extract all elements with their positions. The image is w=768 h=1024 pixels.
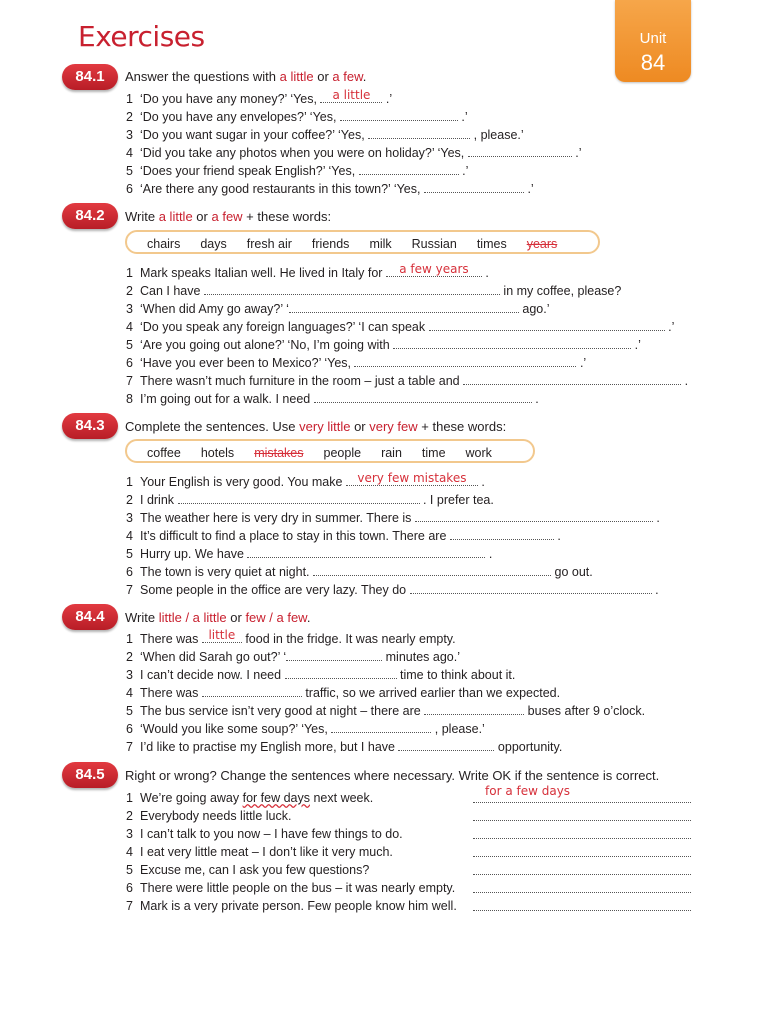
exercise-item [126, 108, 582, 126]
exercise-badge-84-1: 84.1 [62, 64, 118, 90]
handwritten-answer: for a few days [485, 784, 571, 798]
exercise-item [126, 336, 688, 354]
word-option: time [421, 446, 446, 460]
item-text: .’ [571, 146, 582, 160]
item-text: . [553, 529, 561, 543]
word-option: friends [311, 237, 350, 251]
unit-number: 84 [640, 50, 666, 75]
item-text: It’s difficult to find a place to stay in this town. There are [140, 529, 450, 543]
answer-blank[interactable] [354, 354, 576, 367]
instruction-keyword: a little [158, 209, 193, 224]
item-number: 7 [126, 899, 133, 913]
item-text: .’ [523, 182, 534, 196]
instruction-keyword: very little [299, 419, 351, 434]
item-text: ‘Do you want sugar in your coffee?’ ‘Yes, [140, 128, 369, 142]
item-number: 1 [126, 632, 133, 646]
item-number: 5 [126, 338, 133, 352]
item-text: opportunity. [494, 740, 563, 754]
instruction-text: Complete the sentences. Use [125, 419, 300, 434]
item-number: 2 [126, 110, 133, 124]
item-text: ‘Does your friend speak English?’ ‘Yes, [140, 164, 359, 178]
word-box [125, 230, 600, 254]
handwritten-answer: a few years [399, 262, 469, 276]
exercise-badge-84-4: 84.4 [62, 604, 118, 630]
instruction-keyword: a few [211, 209, 243, 224]
item-number: 5 [126, 704, 133, 718]
word-option: days [200, 237, 227, 251]
item-text: There wasn’t much furniture in the room – just a table and [140, 374, 464, 388]
exercise-instruction [125, 419, 506, 434]
item-text: . [481, 266, 489, 280]
exercise-item [126, 861, 457, 879]
item-text: ‘Are there any good restaurants in this town?’ ‘Yes, [140, 182, 424, 196]
item-text: There was [140, 632, 202, 646]
item-text: .’ [631, 338, 641, 352]
item-text: in my coffee, please? [499, 284, 622, 298]
item-number: 6 [126, 565, 133, 579]
instruction-text: Answer the questions with [125, 69, 280, 84]
word-option: Russian [411, 237, 457, 251]
item-number: 3 [126, 128, 133, 142]
item-number: 8 [126, 392, 133, 406]
answer-blank[interactable] [368, 126, 470, 139]
exercise-instruction: Right or wrong? Change the sentences where necessary. Write OK if the sentence is correct. [125, 768, 660, 783]
unit-label: Unit [639, 30, 667, 47]
handwritten-answer: very few mistakes [357, 471, 467, 485]
answer-line[interactable] [473, 824, 691, 839]
exercise-item [126, 372, 688, 390]
item-text: . [652, 511, 660, 525]
item-number: 3 [126, 302, 133, 316]
exercise-item [126, 807, 457, 825]
instruction-text: Write [125, 610, 159, 625]
exercise-item [126, 825, 457, 843]
item-text: ago.’ [518, 302, 550, 316]
exercise-items [126, 264, 688, 408]
item-text: ‘Would you like some soup?’ ‘Yes, [140, 722, 332, 736]
exercise-badge-84-2: 84.2 [62, 203, 118, 229]
item-number: 1 [126, 475, 133, 489]
item-number: 3 [126, 511, 133, 525]
instruction-keyword: a few [332, 69, 363, 84]
answer-blank[interactable] [346, 473, 478, 486]
exercise-item [126, 897, 457, 915]
answer-blank[interactable] [359, 162, 459, 175]
item-number: 1 [126, 266, 133, 280]
answer-blank[interactable] [340, 108, 458, 121]
item-number: 4 [126, 529, 133, 543]
exercise-item [126, 126, 582, 144]
item-text: I drink [140, 493, 178, 507]
instruction-keyword: a little [279, 69, 314, 84]
answer-blank[interactable] [331, 720, 431, 733]
instruction-text: + these words: [417, 419, 507, 434]
instruction-text: . [306, 610, 311, 625]
unit-tab [615, 0, 691, 82]
item-number: 6 [126, 881, 133, 895]
instruction-text: . [362, 69, 367, 84]
item-text: The weather here is very dry in summer. There is [140, 511, 415, 525]
word-option: times [476, 237, 507, 251]
word-option: work [465, 446, 492, 460]
answer-blank[interactable] [286, 648, 382, 661]
item-text: , please.’ [431, 722, 485, 736]
instruction-text: or [350, 419, 370, 434]
answer-blank[interactable] [320, 90, 382, 103]
answer-blank[interactable] [463, 372, 681, 385]
item-number: 4 [126, 320, 133, 334]
item-text: ‘Have you ever been to Mexico?’ ‘Yes, [140, 356, 355, 370]
item-number: 2 [126, 809, 133, 823]
item-text: . [531, 392, 539, 406]
answer-blank[interactable] [424, 702, 524, 715]
exercise-item [126, 300, 688, 318]
item-text: . [485, 547, 493, 561]
instruction-text: Write [125, 209, 159, 224]
exercise-item [126, 282, 688, 300]
instruction-keyword: few / a few [245, 610, 307, 625]
item-number: 3 [126, 668, 133, 682]
word-option: fresh air [246, 237, 292, 251]
answer-blank[interactable] [398, 738, 494, 751]
word-box [125, 439, 535, 463]
word-option: people [323, 446, 362, 460]
item-text: Mark speaks Italian well. He lived in Italy for [140, 266, 386, 280]
exercise-item [126, 843, 457, 861]
item-text: I eat very little meat – I don’t like it very much. [140, 845, 393, 859]
exercise-item [126, 684, 645, 702]
answer-line[interactable] [473, 878, 691, 893]
item-text: , please.’ [470, 128, 524, 142]
item-text: I can’t talk to you now – I have few things to do. [140, 827, 403, 841]
answer-blank[interactable] [386, 264, 482, 277]
item-text: traffic, so we arrived earlier than we expected. [301, 686, 561, 700]
exercise-item [126, 180, 582, 198]
answer-blank[interactable] [202, 684, 302, 697]
exercise-item [126, 545, 660, 563]
answer-line[interactable] [473, 842, 691, 857]
item-text: Mark is a very private person. Few people know him well. [140, 899, 457, 913]
item-text: I’d like to practise my English more, but I have [140, 740, 399, 754]
page-title: Exercises [78, 20, 205, 53]
item-text: .’ [382, 92, 393, 106]
answer-blank[interactable] [429, 318, 665, 331]
exercise-item [126, 789, 457, 807]
exercise-badge-84-3: 84.3 [62, 413, 118, 439]
item-text: ‘When did Sarah go out?’ ‘ [140, 650, 287, 664]
exercise-item [126, 527, 660, 545]
word-option: coffee [147, 446, 181, 460]
item-number: 5 [126, 547, 133, 561]
item-text: . [477, 475, 485, 489]
answer-blank[interactable] [285, 666, 397, 679]
item-text: ‘Are you going out alone?’ ‘No, I’m going with [140, 338, 394, 352]
word-option-used: years [526, 237, 558, 251]
word-option: chairs [147, 237, 181, 251]
exercise-instruction [125, 209, 331, 224]
exercise-item [126, 720, 645, 738]
answer-blank[interactable] [313, 563, 551, 576]
item-text: minutes ago.’ [382, 650, 460, 664]
item-text: .’ [458, 164, 469, 178]
item-number: 3 [126, 827, 133, 841]
answer-blank[interactable] [410, 581, 652, 594]
exercise-item [126, 144, 582, 162]
item-text: There was [140, 686, 202, 700]
word-option-used: mistakes [254, 446, 304, 460]
exercise-item [126, 264, 688, 282]
instruction-text: or [226, 610, 246, 625]
item-number: 2 [126, 650, 133, 664]
answer-blank[interactable] [450, 527, 554, 540]
exercise-items [126, 473, 660, 599]
exercise-item [126, 648, 645, 666]
item-text: ‘Do you have any envelopes?’ ‘Yes, [140, 110, 340, 124]
item-number: 2 [126, 493, 133, 507]
item-text: Some people in the office are very lazy. They do [140, 583, 410, 597]
instruction-keyword: little / a little [158, 610, 227, 625]
item-text: time to think about it. [396, 668, 516, 682]
answer-blank[interactable] [415, 509, 653, 522]
exercise-items [126, 90, 582, 198]
item-number: 4 [126, 686, 133, 700]
answer-blank[interactable] [178, 491, 420, 504]
item-number: 7 [126, 583, 133, 597]
item-text: . [651, 583, 659, 597]
item-text: .’ [457, 110, 468, 124]
exercise-items [126, 630, 645, 756]
exercise-instruction [125, 69, 366, 84]
item-number: 6 [126, 356, 133, 370]
handwritten-answer: a little [332, 88, 371, 102]
item-number: 6 [126, 182, 133, 196]
instruction-text: + these words: [242, 209, 332, 224]
item-text: Your English is very good. You make [140, 475, 346, 489]
item-text: .’ [664, 320, 675, 334]
item-text: food in the fridge. It was nearly empty. [241, 632, 456, 646]
answer-line[interactable] [473, 806, 691, 821]
item-number: 4 [126, 845, 133, 859]
answer-line[interactable] [473, 860, 691, 875]
word-option: hotels [200, 446, 235, 460]
handwritten-answer: little [208, 628, 236, 642]
item-text: ‘Do you have any money?’ ‘Yes, [140, 92, 321, 106]
item-text: next week. [310, 791, 374, 805]
exercise-items [126, 789, 457, 915]
answer-line[interactable] [473, 784, 691, 803]
exercise-item [126, 702, 645, 720]
exercise-item [126, 879, 457, 897]
item-text: I can’t decide now. I need [140, 668, 285, 682]
item-number: 7 [126, 374, 133, 388]
exercise-item [126, 666, 645, 684]
item-text: We’re going away [140, 791, 243, 805]
answer-blank[interactable] [289, 300, 519, 313]
exercise-item [126, 354, 688, 372]
answer-blank[interactable] [204, 282, 500, 295]
exercise-badge-84-5: 84.5 [62, 762, 118, 788]
item-text: Hurry up. We have [140, 547, 248, 561]
item-text: .’ [576, 356, 587, 370]
answer-blank[interactable] [247, 545, 485, 558]
item-text: Everybody needs little luck. [140, 809, 292, 823]
item-number: 4 [126, 146, 133, 160]
item-text: ‘When did Amy go away?’ ‘ [140, 302, 289, 316]
item-text: ‘Did you take any photos when you were on holiday?’ ‘Yes, [140, 146, 468, 160]
item-text: buses after 9 o’clock. [524, 704, 646, 718]
exercise-item [126, 318, 688, 336]
answer-blank[interactable] [202, 630, 242, 643]
instruction-keyword: very few [369, 419, 418, 434]
item-text: go out. [551, 565, 593, 579]
item-number: 5 [126, 164, 133, 178]
underlined-error: for few days [242, 791, 310, 805]
item-number: 1 [126, 791, 133, 805]
item-text: The town is very quiet at night. [140, 565, 314, 579]
answer-blank[interactable] [424, 180, 524, 193]
word-option: rain [381, 446, 402, 460]
exercise-item [126, 491, 660, 509]
item-number: 2 [126, 284, 133, 298]
word-option: milk [369, 237, 392, 251]
item-text: Can I have [140, 284, 204, 298]
exercise-item [126, 90, 582, 108]
exercise-item [126, 473, 660, 491]
exercise-item [126, 738, 645, 756]
item-text: ‘Do you speak any foreign languages?’ ‘I can speak [140, 320, 429, 334]
exercise-item [126, 581, 660, 599]
exercise-item [126, 563, 660, 581]
item-number: 6 [126, 722, 133, 736]
item-number: 7 [126, 740, 133, 754]
exercise-item [126, 630, 645, 648]
item-text: The bus service isn’t very good at night – there are [140, 704, 425, 718]
exercise-item [126, 390, 688, 408]
answer-line[interactable] [473, 896, 691, 911]
item-number: 5 [126, 863, 133, 877]
item-number: 1 [126, 92, 133, 106]
instruction-text: or [313, 69, 333, 84]
answer-blank[interactable] [393, 336, 631, 349]
item-text: . [681, 374, 689, 388]
exercise-instruction [125, 610, 310, 625]
item-text: There were little people on the bus – it was nearly empty. [140, 881, 456, 895]
item-text: . I prefer tea. [419, 493, 494, 507]
answer-blank[interactable] [468, 144, 572, 157]
item-text: I’m going out for a walk. I need [140, 392, 314, 406]
exercise-item [126, 162, 582, 180]
answer-blank[interactable] [314, 390, 532, 403]
exercise-item [126, 509, 660, 527]
item-text: Excuse me, can I ask you few questions? [140, 863, 370, 877]
instruction-text: or [192, 209, 212, 224]
